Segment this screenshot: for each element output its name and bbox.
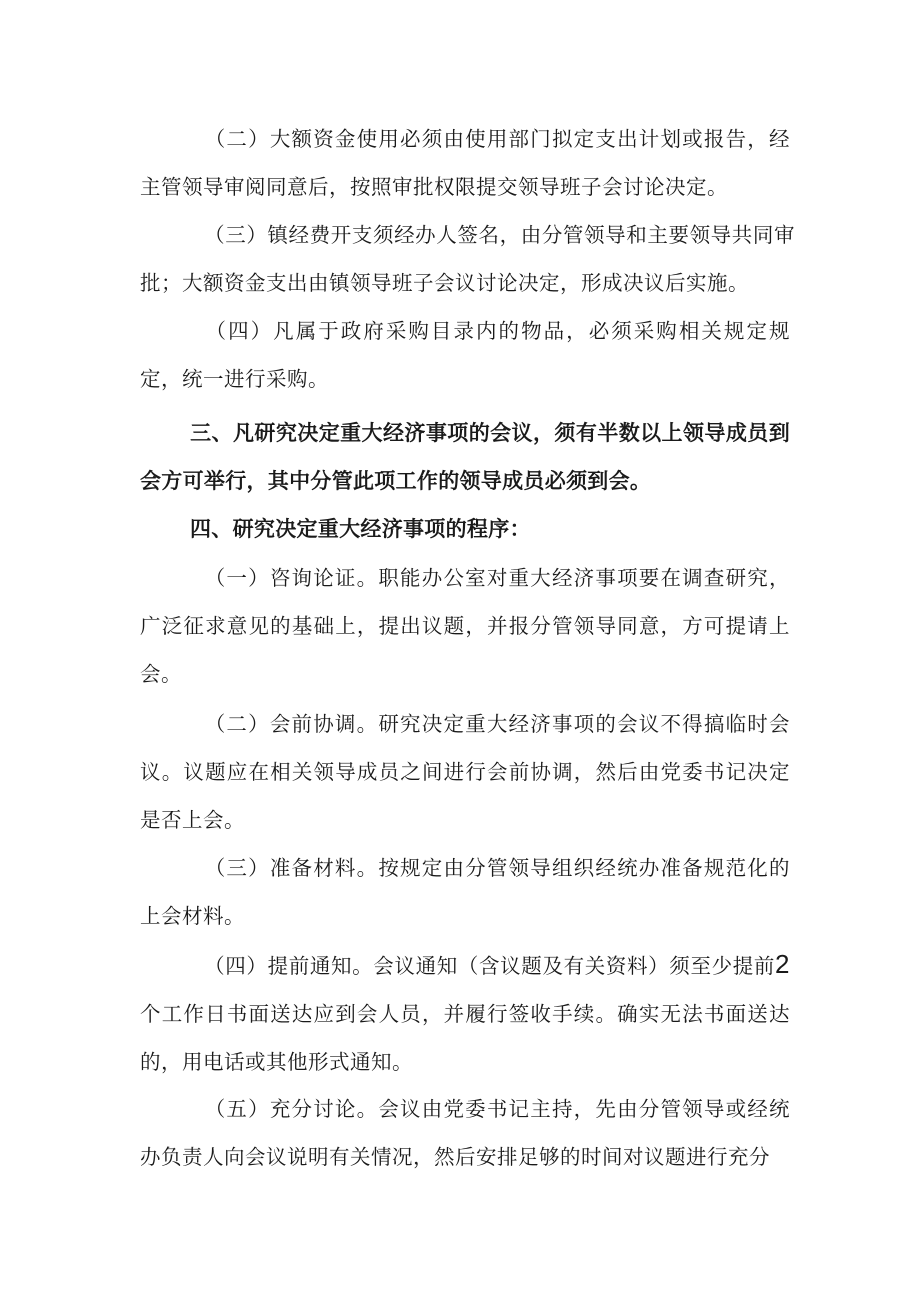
paragraph-text: （三）镇经费开支须经办人签名，由分管领导和主要领导共同审批；大额资金支出由镇领导班子会议讨论决定，形成决议后实施。	[140, 223, 795, 295]
paragraph-expense-approval	[140, 211, 795, 307]
paragraph-text: （四）凡属于政府采购目录内的物品，必须采购相关规定规定，统一进行采购。	[140, 319, 790, 391]
paragraph-text: 四、研究决定重大经济事项的程序：	[190, 517, 531, 541]
paragraph-materials	[140, 844, 790, 940]
paragraph-text: 三、凡研究决定重大经济事项的会议，须有半数以上领导成员到会方可举行，其中分管此项工作的领导成员必须到会。	[140, 421, 790, 493]
paragraph-text: 个工作日书面送达应到会人员，并履行签收手续。确实无法书面送达的，用电话或其他形式通知。	[140, 1002, 790, 1074]
paragraph-notice	[140, 940, 790, 1086]
paragraph-text: （二）大额资金使用必须由使用部门拟定支出计划或报告，经主管领导审阅同意后，按照审批权限提交领导班子会讨论决定。	[140, 127, 790, 199]
paragraph-discussion	[140, 1085, 790, 1181]
paragraph-consultation	[140, 554, 790, 698]
paragraph-text: （三）准备材料。按规定由分管领导组织经统办准备规范化的上会材料。	[140, 856, 790, 928]
paragraph-text: （五）充分讨论。会议由党委书记主持，先由分管领导或经统办负责人向会议说明有关情况，然后安排足够的时间对议题进行充分	[140, 1097, 790, 1169]
paragraph-procurement	[140, 307, 790, 403]
paragraph-text: （二）会前协调。研究决定重大经济事项的会议不得搞临时会议。议题应在相关领导成员之间进行会前协调，然后由党委书记决定是否上会。	[140, 712, 790, 832]
paragraph-large-funds	[140, 115, 790, 211]
section-heading-four	[140, 505, 790, 553]
paragraph-text: （一）咨询论证。职能办公室对重大经济事项要在调查研究，广泛征求意见的基础上，提出议题，并报分管领导同意，方可提请上会。	[140, 566, 790, 686]
notice-days-number: 2	[775, 949, 790, 979]
section-heading-three	[140, 409, 790, 505]
paragraph-pre-meeting	[140, 700, 790, 844]
paragraph-text: （四）提前通知。会议通知（含议题及有关资料）须至少提前	[204, 954, 776, 978]
